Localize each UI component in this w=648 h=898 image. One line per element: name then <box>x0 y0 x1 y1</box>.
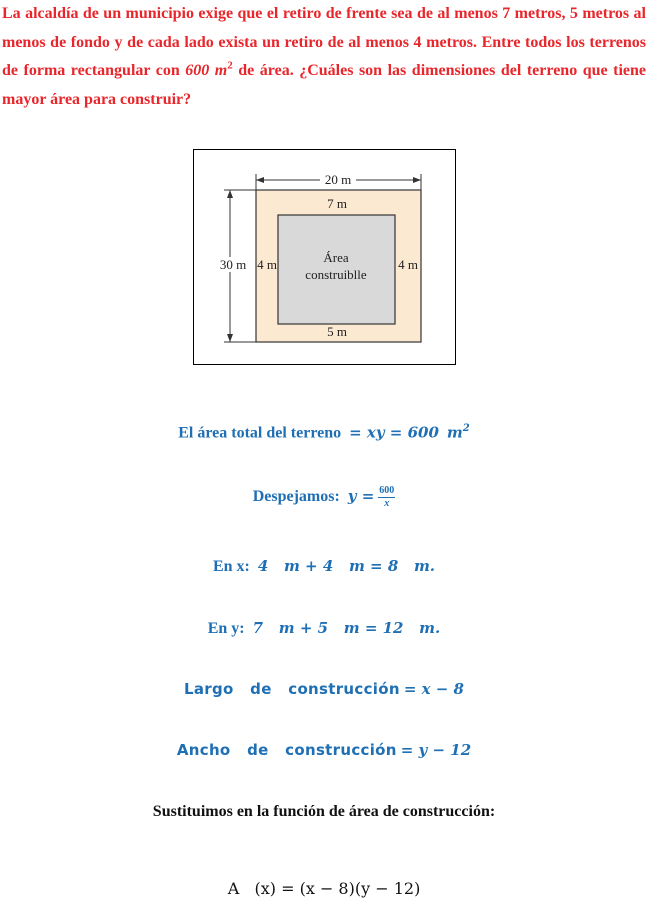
total-area-rhs: = xy = 600 <box>349 423 439 442</box>
area-exponent: 2 <box>227 59 233 72</box>
area-value: 600 <box>185 62 210 79</box>
step-in-y <box>0 619 648 638</box>
width-expr: = y − 12 <box>400 741 472 759</box>
buildable-label-line2: construiblle <box>305 267 367 282</box>
front-setback-label: 7 m <box>327 196 347 211</box>
left-setback-label: 4 m <box>257 257 277 272</box>
width-arrow-left <box>256 177 264 183</box>
step-width <box>0 741 648 760</box>
step-total-area <box>0 423 648 442</box>
area-function-formula: A (x) = (x − 8)(y − 12) <box>227 879 421 898</box>
height-arrow-bottom <box>227 334 233 342</box>
total-area-exp: 2 <box>462 423 470 434</box>
lot-diagram <box>193 149 456 365</box>
in-x-label: En x: <box>212 558 250 575</box>
buildable-label-line1: Área <box>323 250 349 265</box>
fraction-numerator: 600 <box>379 485 395 496</box>
in-y-expr: 7 m + 5 m = 12 m. <box>252 619 441 637</box>
step-length <box>0 680 648 699</box>
problem-text-after: de área. ¿Cuáles son las dimensiones del terreno que tiene mayor área para construir? <box>2 62 647 108</box>
area-unit: m <box>214 62 228 79</box>
length-expr: = x − 8 <box>403 680 464 698</box>
width-label-text: Ancho de construcción <box>176 741 397 759</box>
width-label: 20 m <box>324 172 352 187</box>
solve-fraction <box>378 485 395 510</box>
right-setback-label: 4 m <box>398 257 418 272</box>
total-area-unit: m <box>446 423 463 442</box>
in-x-expr: 4 m + 4 m = 8 m. <box>257 557 436 575</box>
substitute-heading: Sustituimos en la función de área de construcción: <box>152 803 496 820</box>
width-arrow-right <box>413 177 421 183</box>
height-label: 30 m <box>219 257 247 272</box>
solve-label: Despejamos: <box>252 488 340 506</box>
solve-lhs: y = <box>347 487 375 506</box>
in-y-label: En y: <box>207 620 245 637</box>
problem-text-before: La alcaldía de un municipio exige que el retiro de frente sea de al menos 7 metros, 5 metros al menos de fondo y de cada lado exista un retiro de al menos 4 metros. Entre todos los terrenos de forma rectangular con <box>2 5 646 79</box>
step-in-x <box>0 557 648 576</box>
fraction-denominator: x <box>384 498 390 509</box>
total-area-label: El área total del terreno <box>178 424 342 442</box>
problem-statement <box>2 0 646 114</box>
length-label: Largo de construcción <box>183 680 400 698</box>
height-arrow-top <box>227 190 233 198</box>
back-setback-label: 5 m <box>327 324 347 339</box>
step-solve <box>0 485 648 510</box>
